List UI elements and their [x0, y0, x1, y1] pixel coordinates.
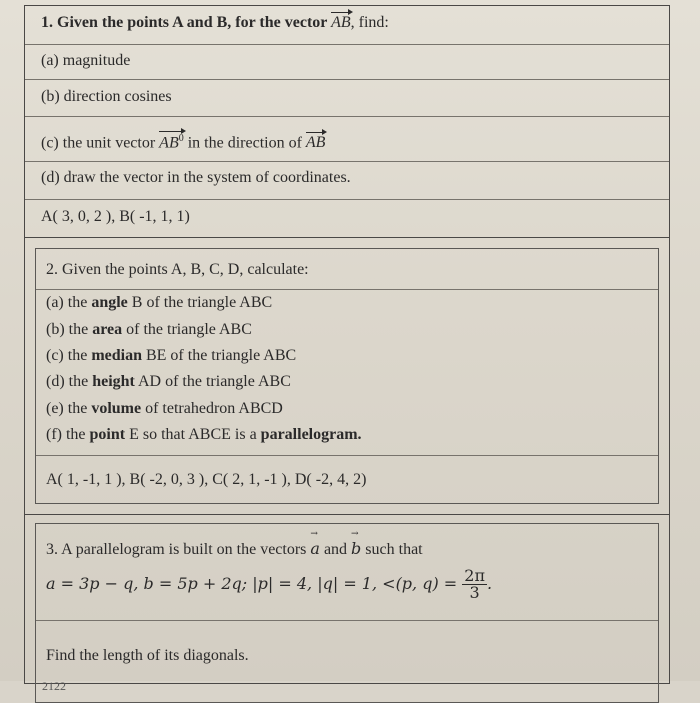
item-post: BE of the triangle ABC [141, 347, 297, 364]
item-post: of tetrahedron ABCD [141, 400, 283, 417]
problem-1-heading [41, 14, 389, 32]
item-post: B of the triangle ABC [127, 294, 273, 311]
item-post: AD of the triangle ABC [134, 373, 291, 390]
angle-fraction [462, 568, 487, 601]
problem-1-heading-text: 1. Given the points A and B, for the vector [41, 14, 332, 31]
item-bold: area [92, 321, 123, 338]
problem-1-box [24, 5, 670, 238]
fraction-numerator: 2π [464, 566, 485, 585]
problem-3-heading-pre: 3. A parallelogram is built on the vectors [46, 541, 311, 558]
problem-2-item-d [46, 373, 291, 391]
formula-text: a = 3p − q, b = 5p + 2q; |p| = 4, |q| = 1, <(p, q) = [46, 574, 463, 593]
problem-1-item-d: (d) draw the vector in the system of coordinates. [41, 169, 351, 186]
item-pre: (c) the [46, 347, 92, 364]
vector-b: → b [351, 539, 361, 558]
divider [36, 620, 658, 621]
divider [36, 455, 658, 456]
problem-3-question: Find the length of its diagonals. [46, 647, 249, 664]
problem-1-item-b: (b) direction cosines [41, 88, 172, 105]
vector-a: → a [310, 539, 320, 558]
divider [25, 116, 669, 117]
vector-ab-unit-label: AB [159, 134, 179, 152]
problem-2-item-b [46, 321, 252, 339]
problem-2-inner-frame [35, 248, 659, 504]
item-bold: height [92, 373, 135, 390]
fraction-denominator: 3 [469, 583, 480, 602]
divider [25, 44, 669, 45]
divider [25, 199, 669, 200]
problem-2-item-e [46, 400, 283, 418]
footer-partial-text: 2122 [42, 679, 66, 693]
divider [36, 289, 658, 290]
problem-2-points: A( 1, -1, 1 ), B( -2, 0, 3 ), C( 2, 1, -1 ), D( -2, 4, 2) [46, 471, 367, 488]
problem-2-item-a [46, 294, 272, 312]
problem-2-item-f [46, 426, 362, 444]
item-pre: (b) the [46, 321, 93, 338]
problem-1-points: A( 3, 0, 2 ), B( -1, 1, 1) [41, 208, 190, 225]
vector-ab: AB [305, 134, 326, 152]
problem-1-item-c [41, 133, 325, 152]
problem-1-item-c-pre: (c) the unit vector [41, 134, 160, 152]
problem-1-item-a: (a) magnitude [41, 52, 131, 69]
problem-3-heading [46, 539, 423, 559]
item-pre: (d) the [46, 373, 93, 390]
problem-2-item-c [46, 347, 296, 365]
problem-3-box [24, 514, 670, 693]
vector-ab: AB [331, 14, 351, 31]
vector-ab-unit-sup: 0 [178, 133, 184, 144]
item-bold: point [89, 426, 126, 443]
divider [25, 79, 669, 80]
divider [25, 161, 669, 162]
vector-ab-unit [159, 133, 184, 152]
item-bold: volume [91, 400, 142, 417]
problem-3-heading-and: and [319, 541, 352, 558]
problem-1-item-c-mid: in the direction of [183, 134, 306, 152]
item-pre: (a) the [46, 294, 92, 311]
problem-2-box [24, 237, 670, 515]
problem-3-heading-post: such that [361, 541, 423, 558]
item-bold: median [91, 347, 142, 364]
problem-3-formula [46, 568, 492, 601]
item-pre: (f) the [46, 426, 90, 443]
problem-3-inner-frame [35, 523, 659, 703]
item-post: E so that ABCE is a [125, 426, 261, 443]
formula-end: . [486, 574, 493, 593]
problem-1-heading-tail: , find: [350, 14, 389, 31]
item-post: of the triangle ABC [122, 321, 252, 338]
item-bold-2: parallelogram. [260, 426, 362, 443]
item-pre: (e) the [46, 400, 92, 417]
item-bold: angle [91, 294, 128, 311]
problem-2-heading: 2. Given the points A, B, C, D, calculate: [46, 261, 309, 278]
